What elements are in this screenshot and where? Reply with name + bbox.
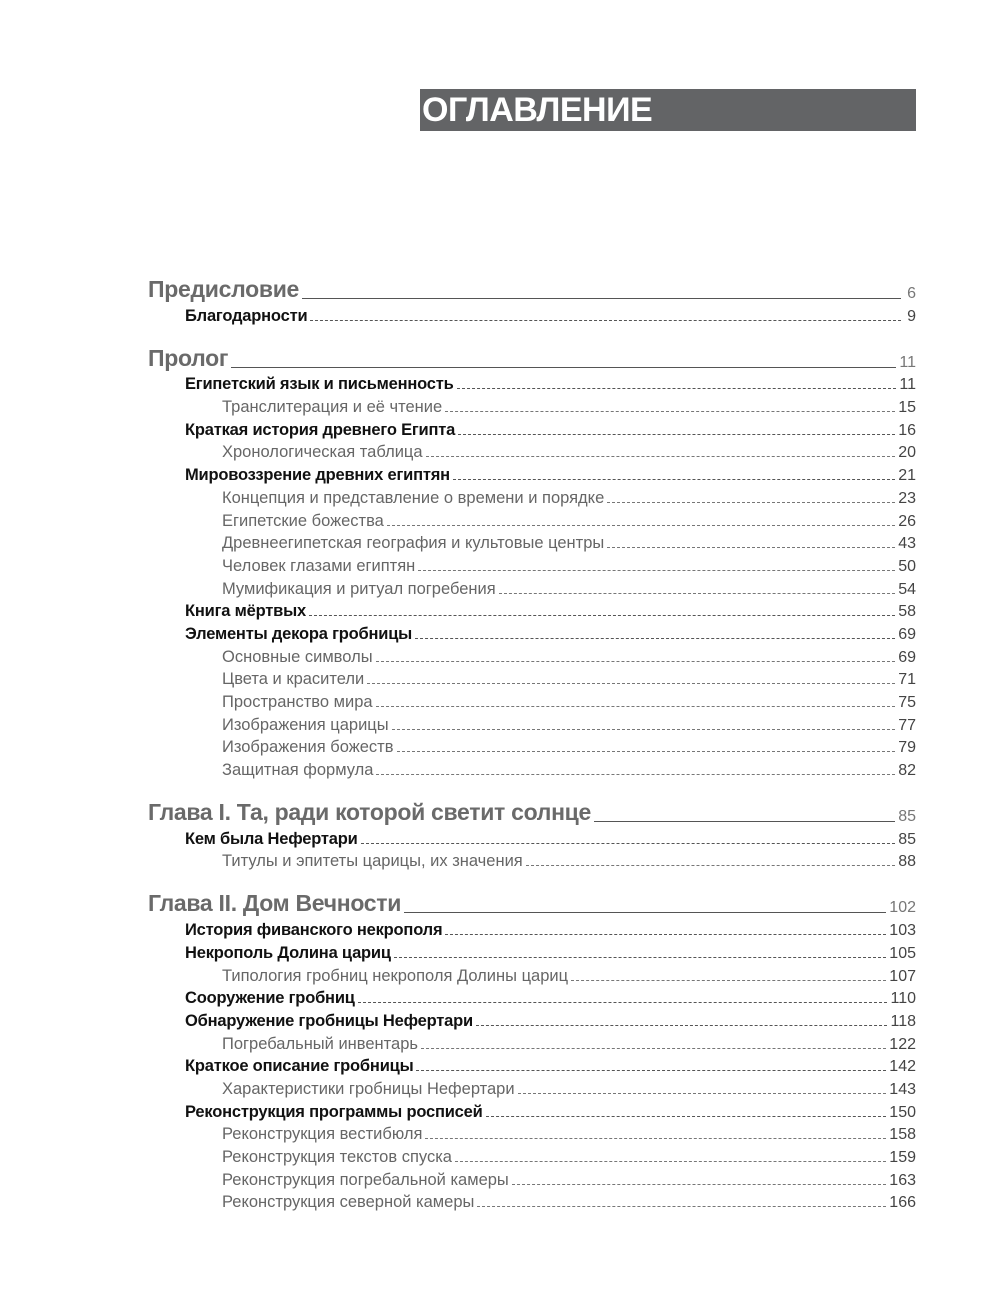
toc-subsubsection-entry[interactable] [148, 667, 916, 690]
dot-leader [571, 980, 886, 981]
page-number: 79 [898, 739, 916, 757]
dot-leader [309, 615, 895, 616]
page-number: 158 [889, 1126, 916, 1144]
toc-title-banner [420, 89, 916, 131]
toc-subsubsection-entry[interactable] [148, 576, 916, 599]
page-number: 11 [899, 376, 916, 394]
dot-leader [518, 1093, 887, 1094]
page-number: 163 [889, 1171, 916, 1189]
entry-label: Типология гробниц некрополя Долины цариц [222, 966, 569, 985]
page-number: 16 [898, 421, 916, 439]
toc-subsection-entry[interactable] [148, 940, 916, 963]
dot-leader [476, 1025, 888, 1026]
dot-leader [477, 1206, 886, 1207]
dot-leader [416, 1070, 886, 1071]
toc-section [148, 276, 916, 326]
dot-leader [445, 411, 895, 412]
entry-label: Мировоззрение древних египтян [185, 466, 450, 485]
entry-label: Цвета и красители [222, 670, 365, 689]
page-number: 103 [889, 922, 916, 940]
dot-leader [361, 843, 896, 844]
page-number: 166 [889, 1194, 916, 1212]
entry-label: Предисловие [148, 276, 300, 302]
page-number: 69 [898, 648, 916, 666]
page-number: 11 [899, 353, 916, 371]
dot-leader [426, 456, 896, 457]
toc-chapter-entry[interactable] [148, 345, 916, 372]
page-number: 23 [898, 489, 916, 507]
entry-label: Концепция и представление о времени и порядке [222, 488, 605, 507]
toc-subsubsection-entry[interactable] [148, 849, 916, 872]
toc-subsubsection-entry[interactable] [148, 440, 916, 463]
toc-subsubsection-entry[interactable] [148, 1122, 916, 1145]
entry-label: Краткая история древнего Египта [185, 420, 456, 439]
entry-label: Характеристики гробницы Нефертари [222, 1079, 515, 1098]
entry-label: История фиванского некрополя [185, 921, 443, 940]
dot-leader [302, 298, 901, 299]
dot-leader [358, 1002, 888, 1003]
page-number: 71 [898, 671, 916, 689]
toc-section [148, 799, 916, 871]
table-of-contents [148, 276, 916, 1231]
entry-label: Благодарности [185, 306, 308, 325]
page-number: 88 [898, 853, 916, 871]
entry-label: Погребальный инвентарь [222, 1034, 418, 1053]
toc-subsection-entry[interactable] [148, 372, 916, 395]
toc-chapter-entry[interactable] [148, 276, 916, 303]
dot-leader [376, 774, 895, 775]
entry-label: Сооружение гробниц [185, 989, 355, 1008]
toc-subsubsection-entry[interactable] [148, 757, 916, 780]
entry-label: Пространство мира [222, 693, 373, 711]
entry-label: Реконструкция вестибюля [222, 1125, 423, 1144]
page-number: 43 [898, 535, 916, 553]
dot-leader [231, 367, 896, 368]
entry-label: Хронологическая таблица [222, 443, 423, 462]
entry-label: Древнеегипетская география и культовые центры [222, 534, 605, 553]
dot-leader [453, 479, 895, 480]
page-number: 21 [898, 467, 916, 485]
entry-label: Защитная формула [222, 761, 374, 780]
toc-subsection-entry[interactable] [148, 986, 916, 1009]
page-number: 77 [898, 716, 916, 734]
toc-subsubsection-entry[interactable] [148, 531, 916, 554]
entry-label: Пролог [148, 344, 229, 371]
dot-leader [394, 957, 886, 958]
entry-label: Книга мёртвых [185, 602, 306, 621]
dot-leader [387, 525, 895, 526]
dot-leader [421, 1048, 886, 1049]
page-number: 150 [889, 1103, 916, 1121]
toc-chapter-entry[interactable] [148, 890, 916, 917]
entry-label: Мумификация и ритуал погребения [222, 579, 496, 598]
page-number: 50 [898, 557, 916, 575]
entry-label: Краткое описание гробницы [185, 1057, 414, 1076]
dot-leader [512, 1184, 887, 1185]
page-number: 110 [890, 990, 916, 1008]
toc-subsubsection-entry[interactable] [148, 1144, 916, 1167]
toc-subsection-entry[interactable] [148, 599, 916, 622]
dot-leader [455, 1161, 886, 1162]
entry-label: Титулы и эпитеты царицы, их значения [222, 852, 523, 871]
page-number: 159 [889, 1149, 916, 1166]
toc-subsubsection-entry[interactable] [148, 1076, 916, 1099]
dot-leader [607, 547, 895, 548]
entry-label: Кем была Нефертари [185, 829, 358, 848]
toc-subsubsection-entry[interactable] [148, 394, 916, 417]
toc-subsection-entry[interactable] [148, 1008, 916, 1031]
page-number: 15 [898, 399, 916, 417]
dot-leader [415, 638, 895, 639]
page-number: 54 [898, 580, 916, 598]
dot-leader [499, 593, 896, 594]
toc-subsection-entry[interactable] [148, 303, 916, 326]
entry-label: Реконструкция текстов спуска [222, 1148, 452, 1166]
entry-label: Некрополь Долина цариц [185, 943, 391, 962]
page-number: 26 [898, 512, 916, 530]
toc-subsection-entry[interactable] [148, 417, 916, 440]
dot-leader [310, 320, 901, 321]
dot-leader [607, 502, 895, 503]
page-number: 142 [889, 1058, 916, 1076]
toc-subsubsection-entry[interactable] [148, 1190, 916, 1213]
toc-subsubsection-entry[interactable] [148, 1167, 916, 1190]
dot-leader [445, 934, 886, 935]
dot-leader [594, 821, 895, 822]
dot-leader [418, 570, 895, 571]
entry-label: Транслитерация и её чтение [222, 398, 443, 417]
toc-subsubsection-entry[interactable] [148, 963, 916, 986]
page-number: 105 [889, 944, 916, 962]
page-number: 69 [898, 625, 916, 643]
entry-label: Человек глазами египтян [222, 556, 416, 575]
entry-label: Глава I. Та, ради которой светит солнце [148, 799, 591, 826]
page-number: 85 [898, 808, 916, 826]
entry-label: Изображения божеств [222, 738, 394, 757]
page-number: 122 [889, 1035, 916, 1053]
toc-chapter-entry[interactable] [148, 799, 916, 826]
toc-subsubsection-entry[interactable] [148, 553, 916, 576]
toc-subsubsection-entry[interactable] [148, 508, 916, 531]
toc-subsection-entry[interactable] [148, 621, 916, 644]
entry-label: Глава II. Дом Вечности [148, 890, 402, 917]
toc-subsection-entry[interactable] [148, 826, 916, 849]
toc-section [148, 345, 916, 780]
dot-leader [392, 729, 896, 730]
page-number: 107 [889, 967, 916, 985]
dot-leader [458, 434, 895, 435]
page-number: 58 [898, 603, 916, 621]
dot-leader [376, 661, 896, 662]
dot-leader [404, 912, 886, 913]
toc-subsubsection-entry[interactable] [148, 644, 916, 667]
dot-leader [526, 865, 895, 866]
toc-subsubsection-entry[interactable] [148, 485, 916, 508]
toc-subsubsection-entry[interactable] [148, 689, 916, 712]
entry-label: Элементы декора гробницы [185, 624, 413, 643]
page-number: 102 [889, 899, 916, 917]
toc-section [148, 890, 916, 1212]
page-number: 9 [907, 307, 916, 325]
page-number: 143 [889, 1080, 916, 1098]
dot-leader [486, 1116, 887, 1117]
page-number: 20 [898, 444, 916, 462]
entry-label: Реконструкция погребальной камеры [222, 1170, 509, 1189]
toc-subsection-entry[interactable] [148, 917, 916, 940]
entry-label: Обнаружение гробницы Нефертари [185, 1011, 473, 1030]
toc-subsubsection-entry[interactable] [148, 712, 916, 735]
dot-leader [425, 1138, 886, 1139]
toc-subsubsection-entry[interactable] [148, 735, 916, 758]
dot-leader [376, 706, 896, 707]
page-number: 82 [898, 762, 916, 780]
dot-leader [457, 388, 897, 389]
entry-label: Основные символы [222, 647, 373, 666]
entry-label: Реконструкция северной камеры [222, 1193, 475, 1212]
page-number: 75 [898, 694, 916, 711]
entry-label: Египетский язык и письменность [185, 375, 454, 394]
entry-label: Реконструкция программы росписей [185, 1102, 483, 1121]
entry-label: Египетские божества [222, 511, 384, 530]
toc-subsection-entry[interactable] [148, 462, 916, 485]
page-title: ОГЛАВЛЕНИЕ [422, 91, 653, 129]
entry-label: Изображения царицы [222, 715, 389, 734]
toc-subsection-entry[interactable] [148, 1099, 916, 1122]
dot-leader [367, 683, 895, 684]
page-number: 85 [898, 830, 916, 848]
page-number: 6 [907, 285, 916, 302]
page-number: 118 [890, 1012, 916, 1030]
toc-subsubsection-entry[interactable] [148, 1031, 916, 1054]
toc-subsection-entry[interactable] [148, 1054, 916, 1077]
dot-leader [397, 751, 896, 752]
